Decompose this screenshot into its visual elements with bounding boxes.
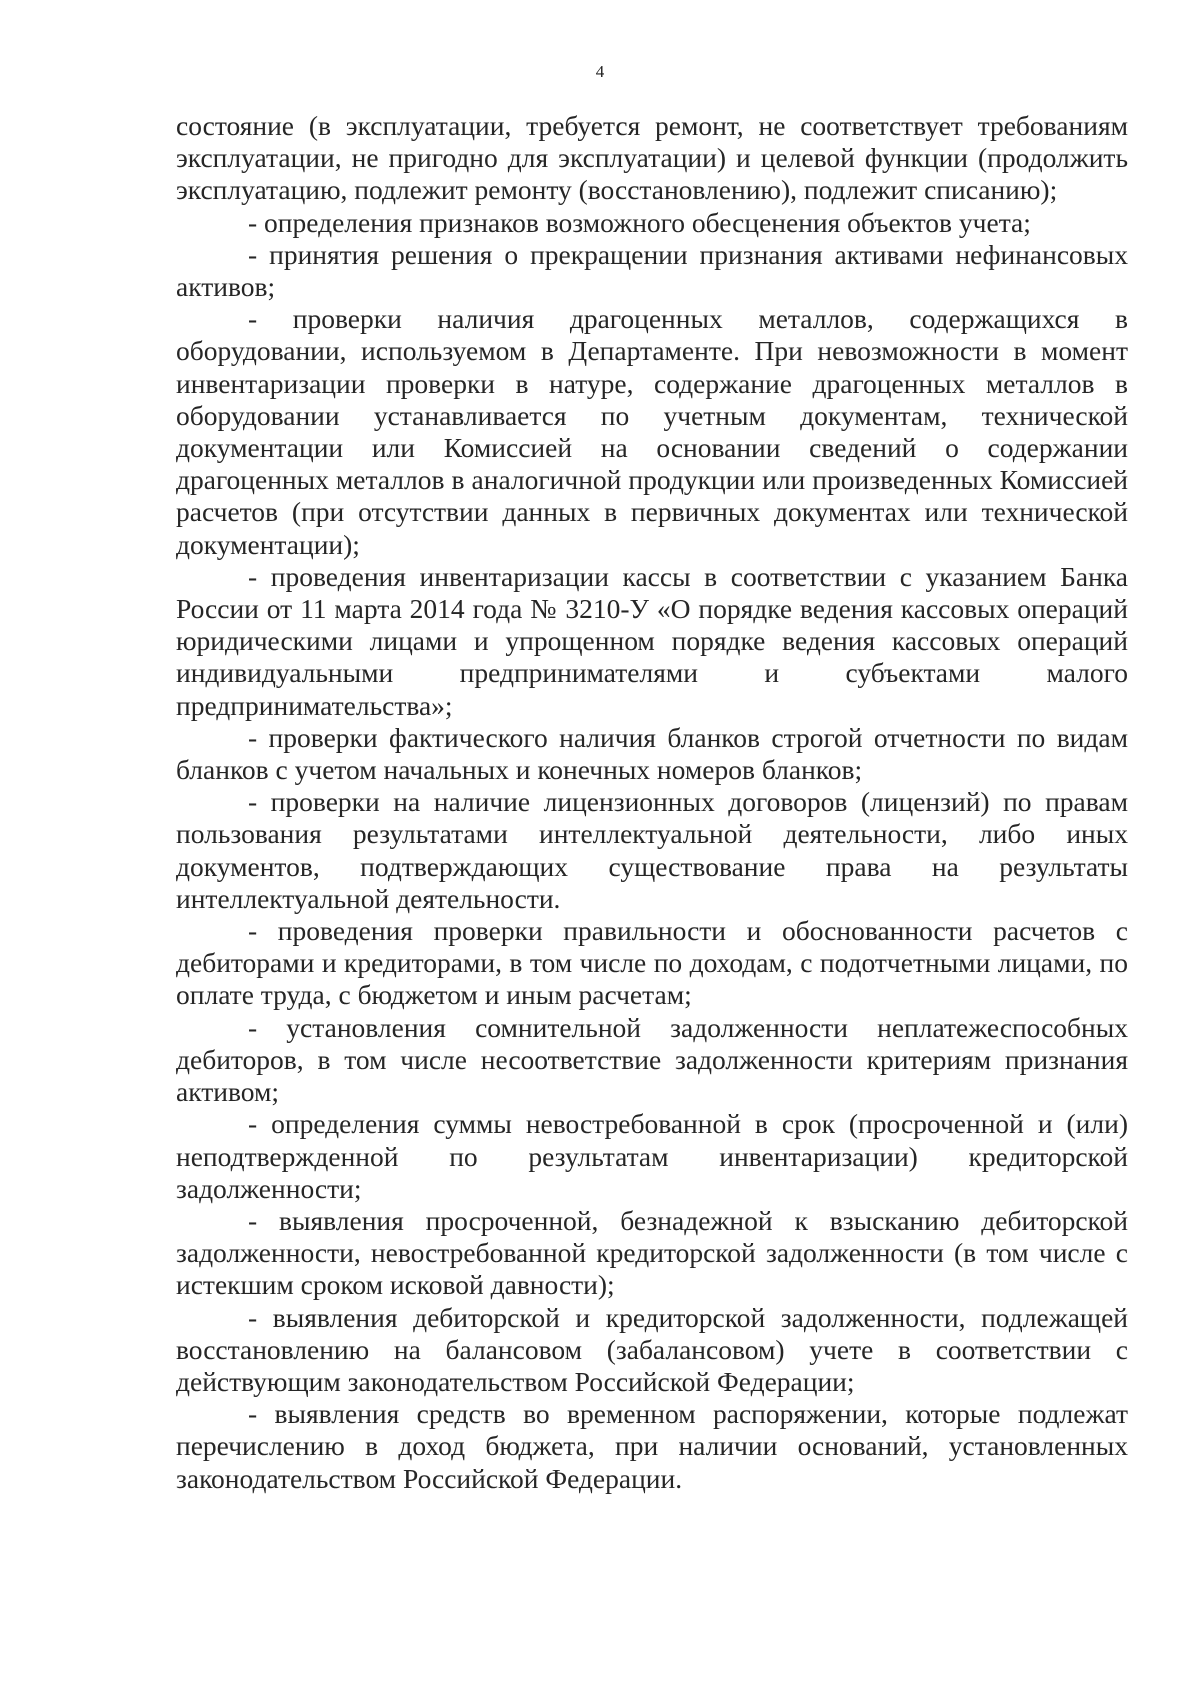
paragraph-licenses: - проверки на наличие лицензионных договоров (лицензий) по правам пользования результатами интеллектуальной деятельности, либо иных документов, подтверждающих существование права на результаты интеллектуальной деятельности. [176, 786, 1128, 914]
paragraph-derecognition: - принятия решения о прекращении признания активами нефинансовых активов; [176, 238, 1128, 303]
paragraph-settlements: - проведения проверки правильности и обоснованности расчетов с дебиторами и кредиторами, в том числе по доходам, с подотчетными лицами, по оплате труда, с бюджетом и иным расчетам; [176, 915, 1128, 1011]
paragraph-overdue-receivables: - выявления просроченной, безнадежной к взысканию дебиторской задолженности, невостребованной кредиторской задолженности (в том числе с истекшим сроком исковой давности); [176, 1204, 1128, 1301]
paragraph-temporary-funds: - выявления средств во временном распоряжении, которые подлежат перечислению в доход бюджета, при наличии оснований, установленных законодательством Российской Федерации. [176, 1398, 1128, 1494]
paragraph-precious-metals: - проверки наличия драгоценных металлов, содержащихся в оборудовании, используемом в Департаменте. При невозможности в момент инвентаризации проверки в натуре, содержание драгоценных металлов в оборудовании устанавливается по учетным документам, технической документации или Комиссией на основании сведений о содержании драгоценных металлов в аналогичной продукции или произведенных Комиссией расчетов (при отсутствии данных в первичных документах или технической документации); [176, 303, 1128, 560]
paragraph-impairment: - определения признаков возможного обесценения объектов учета; [248, 206, 1031, 238]
paragraph-strict-forms: - проверки фактического наличия бланков строгой отчетности по видам бланков с учетом начальных и конечных номеров бланков; [176, 721, 1128, 786]
paragraph-continuation: состояние (в эксплуатации, требуется ремонт, не соответствует требованиям эксплуатации, не пригодно для эксплуатации) и целевой функции (продолжить эксплуатацию, подлежит ремонту (восстановлению), подлежит списанию); [176, 110, 1128, 206]
document-body [176, 110, 1128, 1495]
paragraph-doubtful-debt: - установления сомнительной задолженности неплатежеспособных дебиторов, в том числе несоответствие задолженности критериям признания активом; [176, 1011, 1128, 1108]
page-number: 4 [595, 62, 605, 81]
paragraph-cash-inventory: - проведения инвентаризации кассы в соответствии с указанием Банка России от 11 марта 2014 года № 3210-У «О порядке ведения кассовых операций юридическими лицами и упрощенном порядке ведения кассовых операций индивидуальными предпринимателями и субъектами малого предпринимательства»; [176, 560, 1128, 721]
paragraph-unclaimed-payables: - определения суммы невостребованной в срок (просроченной и (или) неподтвержденной по результатам инвентаризации) кредиторской задолженности; [176, 1108, 1128, 1204]
paragraph-restoration: - выявления дебиторской и кредиторской задолженности, подлежащей восстановлению на балансовом (забалансовом) учете в соответствии с действующим законодательством Российской Федерации; [176, 1301, 1128, 1397]
